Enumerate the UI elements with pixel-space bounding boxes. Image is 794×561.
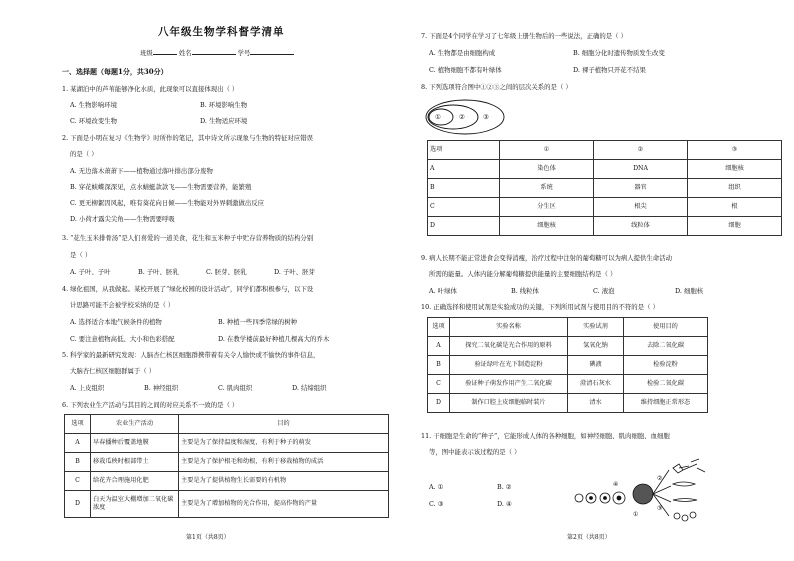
table-header-cell: 选项 <box>65 415 91 434</box>
table-row <box>428 160 782 179</box>
table-cell: 早春播种后覆盖地膜 <box>91 434 179 453</box>
q5-option-a[interactable]: A. 上皮组织 <box>70 384 105 392</box>
q6-table <box>64 414 389 518</box>
page-1-footer: 第1页（共8页） <box>186 534 230 541</box>
table-cell: 系统 <box>500 179 594 198</box>
table-row <box>65 472 389 491</box>
q7-option-c[interactable]: C. 植物细胞不都有叶绿体 <box>429 66 502 74</box>
q4-option-a[interactable]: A. 选择适合本地气候条件的植物 <box>70 318 162 326</box>
q7-option-b[interactable]: B. 细胞分化时遗传物质发生改变 <box>573 49 665 57</box>
table-header-cell: 实验试剂 <box>568 318 624 337</box>
q3-option-c[interactable]: C. 胚芽、胚乳 <box>206 268 247 276</box>
table-cell: 器官 <box>594 179 688 198</box>
table-cell: 白天为温室大棚增加二氧化碳浓度 <box>91 491 179 518</box>
table-row <box>428 337 708 356</box>
table-row <box>428 394 708 413</box>
table-cell: 细胞核 <box>688 160 782 179</box>
table-header-cell: ② <box>594 141 688 160</box>
table-row <box>65 453 389 472</box>
table-cell: 主要是为了保护根毛和幼根，有利于移栽植物的成活 <box>179 453 389 472</box>
table-cell: 分生区 <box>500 198 594 217</box>
q2-stem-line1: 2. 下面是小明在复习《生物学》时所作的笔记，其中诗文所示现象与生物的特征对应错误 <box>62 134 313 142</box>
table-cell: 清水 <box>568 394 624 413</box>
table-row <box>428 198 782 217</box>
table-cell: C <box>65 472 91 491</box>
table-cell: 去除二氧化碳 <box>624 337 708 356</box>
table-cell: 根 <box>688 198 782 217</box>
table-cell: 主要是为了保持温度和湿度，有利于种子的萌发 <box>179 434 389 453</box>
q3-option-d[interactable]: D. 子叶、胚芽 <box>274 268 315 276</box>
q7-option-d[interactable]: D. 裸子植物只开花不结果 <box>573 66 646 74</box>
table-header-cell: 使用目的 <box>624 318 708 337</box>
q2-option-a[interactable]: A. 无边落木萧萧下——植物通过落叶排出部分废物 <box>70 167 213 175</box>
q5-option-d[interactable]: D. 结缔组织 <box>292 384 327 392</box>
q8-table <box>427 140 782 236</box>
table-cell: DNA <box>594 160 688 179</box>
q2-stem-line2: 的是（ ） <box>70 150 98 158</box>
q8-stem: 8. 下列选项符合图中①②③之间的层次关系的是（ ） <box>421 83 572 91</box>
q4-option-d[interactable]: D. 在教学楼前最好种植几棵高大的乔木 <box>218 335 330 343</box>
table-cell: D <box>428 394 450 413</box>
table-cell: B <box>428 356 450 375</box>
q9-stem-line1: 9. 病人长期不能正常进食会变得消瘦，治疗过程中注射的葡萄糖可以为病人提供生命活动 <box>421 254 672 262</box>
table-header-cell: 实验名称 <box>450 318 568 337</box>
table-cell: B <box>428 179 500 198</box>
table-cell: 线粒体 <box>594 217 688 236</box>
q11-option-c[interactable]: C. ③ <box>429 500 444 508</box>
page-2-footer: 第2页（共8页） <box>567 534 611 541</box>
class-field[interactable] <box>153 48 177 55</box>
table-header-row <box>428 141 782 160</box>
q4-option-b[interactable]: B. 种植一些四季常绿的树种 <box>218 318 298 326</box>
q6-stem: 6. 下列农业生产活动与其目的之间的对应关系不一致的是（ ） <box>62 401 239 409</box>
q5-option-c[interactable]: C. 肌肉组织 <box>218 384 253 392</box>
table-cell: 验证绿叶在光下制造淀粉 <box>450 356 568 375</box>
id-label: 学号 <box>237 49 251 57</box>
q4-stem-line1: 4. 绿化祖国，从我做起。某校开展了“绿化校园的设计活动”，同学们都积极参与，以下设 <box>62 285 314 293</box>
table-row <box>428 356 708 375</box>
q2-option-d[interactable]: D. 小荷才露尖尖角——生物需要呼吸 <box>70 215 175 223</box>
q4-option-c[interactable]: C. 要注意植物高低、大小和色彩搭配 <box>70 335 175 343</box>
table-cell: A <box>428 160 500 179</box>
table-cell: C <box>428 375 450 394</box>
table-cell: 细胞 <box>688 217 782 236</box>
table-header-cell: 目的 <box>179 415 389 434</box>
table-row <box>428 179 782 198</box>
q1-option-b[interactable]: B. 环境影响生物 <box>200 101 248 109</box>
name-label: 姓名 <box>178 49 192 57</box>
q10-table <box>427 317 708 413</box>
table-header-row <box>428 318 708 337</box>
table-cell: 检验二氧化碳 <box>624 375 708 394</box>
diagram-label-3: ③ <box>483 113 489 121</box>
table-header-cell: ① <box>500 141 594 160</box>
q7-option-a[interactable]: A. 生物都是由细胞构成 <box>429 49 496 57</box>
q11-option-b[interactable]: B. ② <box>497 483 512 491</box>
q10-stem: 10. 正确选择和使用试剂是实验成功的关键，下列所用试剂与使用目的不符的是（ ） <box>421 303 659 311</box>
table-cell: 主要是为了提供植物生长需要的有机物 <box>179 472 389 491</box>
exam-title: 八年级生物学科督学清单 <box>158 26 285 38</box>
q2-option-c[interactable]: C. 更无柳絮因风起，唯有葵花向日倾——生物能对外界刺激做出反应 <box>70 199 265 207</box>
fig-label-1: ① <box>633 511 639 518</box>
table-cell: 探究二氧化碳是光合作用的原料 <box>450 337 568 356</box>
q11-stem-line1: 11. 干细胞是生命的“种子”，它能形成人体的各种细胞，如神经细胞、肌肉细胞、血细胞 <box>421 432 670 440</box>
diagram-label-2: ② <box>459 113 465 121</box>
q2-option-b[interactable]: B. 穿花蛱蝶深深见，点水蜻蜓款款飞——生物需要营养，能繁殖 <box>70 183 252 191</box>
section-1-heading: 一、选择题（每题1分，共30分） <box>62 67 168 76</box>
table-cell: 澄清石灰水 <box>568 375 624 394</box>
table-cell: A <box>428 337 450 356</box>
table-cell: 细胞核 <box>500 217 594 236</box>
id-field[interactable] <box>250 48 294 55</box>
fig-label-3: ③ <box>657 505 663 512</box>
class-label: 班级 <box>140 49 153 57</box>
table-cell: D <box>428 217 500 236</box>
table-cell: 组织 <box>688 179 782 198</box>
table-header-row <box>65 415 389 434</box>
q5-stem-line1: 5. 科学家的最新研究发现：人脑杏仁核区细胞群携带着有关令人愉快或不愉快的事件信息， <box>62 351 320 359</box>
q9-stem-line2: 所需的能量。人体内能分解葡萄糖提供能量的主要细胞结构是（ ） <box>429 270 617 278</box>
q3-stem-line1: 3. “花生玉米排骨汤”是人们喜爱的一道美食，花生和玉米种子中贮存营养物质的结构分别 <box>62 234 314 242</box>
q3-stem-line2: 是（ ） <box>70 251 92 259</box>
table-header-cell: 选项 <box>428 318 450 337</box>
table-cell: 根尖 <box>594 198 688 217</box>
table-row <box>65 434 389 453</box>
page-2 <box>397 0 794 561</box>
table-row <box>428 217 782 236</box>
q3-option-b[interactable]: B. 子叶、胚乳 <box>138 268 179 276</box>
q5-option-b[interactable]: B. 神经组织 <box>144 384 179 392</box>
table-cell: 给花卉合理施用化肥 <box>91 472 179 491</box>
q1-option-d[interactable]: D. 生物适应环境 <box>200 117 248 125</box>
table-cell: 碘液 <box>568 356 624 375</box>
table-cell: 检验淀粉 <box>624 356 708 375</box>
table-row <box>65 491 389 518</box>
diagram-label-1: ① <box>435 113 441 121</box>
table-header-cell: 选项 <box>428 141 500 160</box>
table-cell: 染色体 <box>500 160 594 179</box>
q4-stem-line2: 计思路可能不会被学校采纳的是（ ） <box>70 301 175 309</box>
table-header-cell: 农业生产活动 <box>91 415 179 434</box>
table-cell: B <box>65 453 91 472</box>
q7-stem: 7. 下面是4个同学在学习了七年级上册生物后的一些说法，正确的是（ ） <box>421 32 627 40</box>
q1-option-c[interactable]: C. 环境改变生物 <box>70 117 118 125</box>
q9-option-b[interactable]: B. 线粒体 <box>511 287 539 295</box>
q3-option-a[interactable]: A. 子叶、子叶 <box>70 268 111 276</box>
q1-option-a[interactable]: A. 生物影响环境 <box>70 101 118 109</box>
name-field[interactable] <box>192 48 236 55</box>
table-header-cell: ③ <box>688 141 782 160</box>
q9-option-d[interactable]: D. 细胞核 <box>675 287 704 295</box>
table-cell: 制作口腔上皮细胞临时装片 <box>450 394 568 413</box>
stem-cell-figure <box>573 458 723 528</box>
table-cell: D <box>65 491 91 518</box>
q11-option-d[interactable]: D. ④ <box>497 500 512 508</box>
q9-option-c[interactable]: C. 液泡 <box>593 287 615 295</box>
table-cell: 移栽瓜秧时根部带土 <box>91 453 179 472</box>
q11-option-a[interactable]: A. ① <box>429 483 444 491</box>
table-row <box>428 375 708 394</box>
fig-label-2: ② <box>657 475 663 482</box>
fig-label-4: ④ <box>613 481 619 488</box>
table-cell: A <box>65 434 91 453</box>
table-cell: C <box>428 198 500 217</box>
student-info-line <box>140 48 294 57</box>
table-cell: 氢氧化钠 <box>568 337 624 356</box>
table-cell: 主要是为了增加植物的光合作用，提高作物的产量 <box>179 491 389 518</box>
q5-stem-line2: 大脑杏仁核区细胞群属于（ ） <box>70 367 156 375</box>
q1-stem: 1. 某湖泊中的芦苇能够净化水质，此现象可以直接体现出（ ） <box>62 85 239 93</box>
table-cell: 验证种子萌发作用产生二氧化碳 <box>450 375 568 394</box>
q11-stem-line2: 等，图中能表示该过程的是（ ） <box>429 448 521 456</box>
table-cell: 维持细胞正常形态 <box>624 394 708 413</box>
q9-option-a[interactable]: A. 叶绿体 <box>429 287 457 295</box>
